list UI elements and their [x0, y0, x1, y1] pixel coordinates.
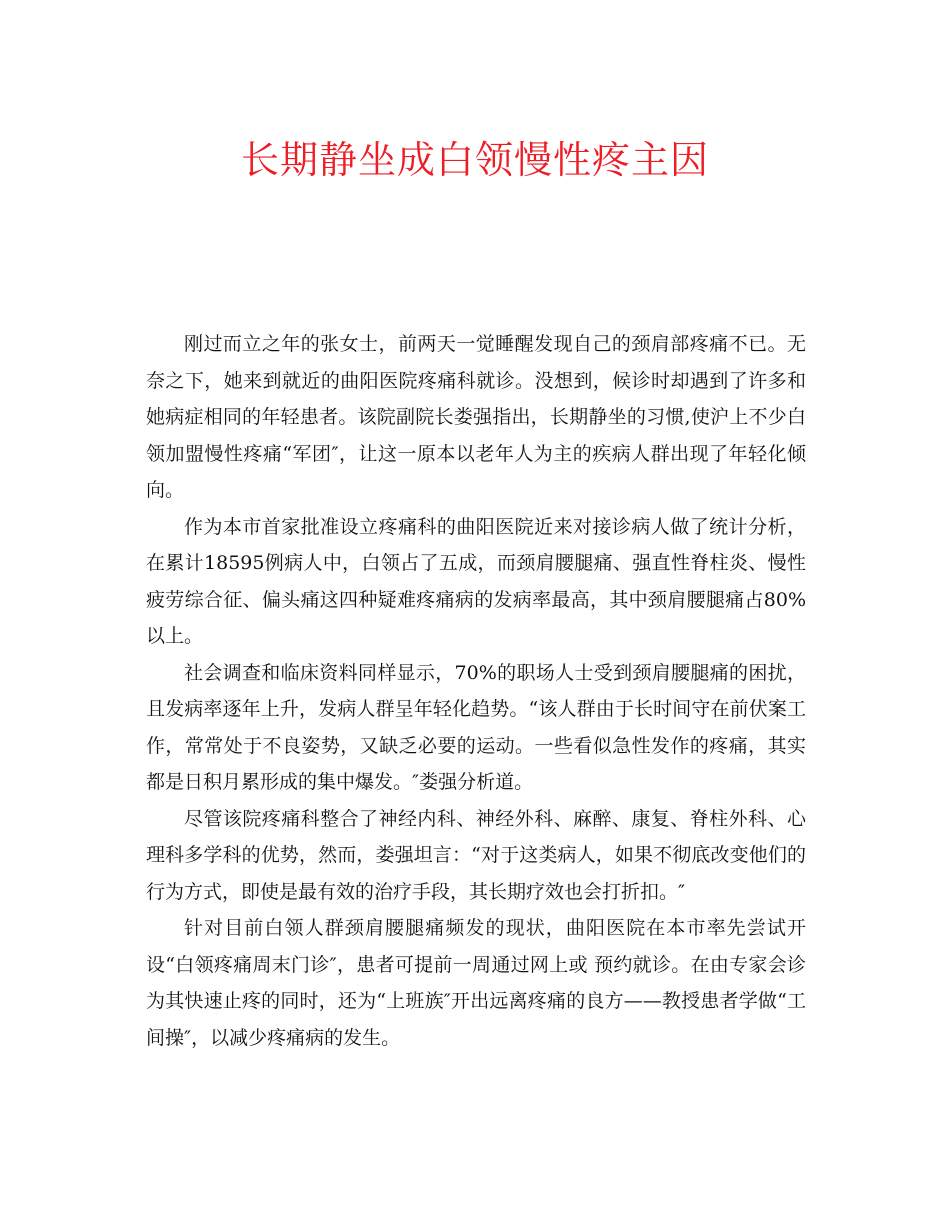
paragraph: 尽管该院疼痛科整合了神经内科、神经外科、麻醉、康复、脊柱外科、心理科多学科的优势，然而，娄强坦言：“对于这类病人，如果不彻底改变他们的行为方式，即使是最有效的治疗手段，其长期疗效也会打折扣。″	[146, 807, 806, 903]
document-body	[146, 326, 806, 1056]
paragraph: 针对目前白领人群颈肩腰腿痛频发的现状，曲阳医院在本市率先尝试开设“白领疼痛周末门诊″，患者可提前一周通过网上或 预约就诊。在由专家会诊为其快速止疼的同时，还为“上班族″开出远离疼痛的良方——教授患者学做“工间操″，以减少疼痛病的发生。	[146, 917, 806, 1049]
paragraph: 社会调查和临床资料同样显示，70%的职场人士受到颈肩腰腿痛的困扰，且发病率逐年上升，发病人群呈年轻化趋势。“该人群由于长时间守在前伏案工作，常常处于不良姿势，又缺乏必要的运动。一些看似急性发作的疼痛，其实都是日积月累形成的集中爆发。″娄强分析道。	[146, 661, 806, 793]
paragraph: 刚过而立之年的张女士，前两天一觉睡醒发现自己的颈肩部疼痛不已。无奈之下，她来到就近的曲阳医院疼痛科就诊。没想到，候诊时却遇到了许多和她病症相同的年轻患者。该院副院长娄强指出，长期静坐的习惯,使沪上不少白领加盟慢性疼痛“军团″，让这一原本以老年人为主的疾病人群出现了年轻化倾向。	[146, 333, 806, 501]
paragraph: 作为本市首家批准设立疼痛科的曲阳医院近来对接诊病人做了统计分析，在累计18595例病人中，白领占了五成，而颈肩腰腿痛、强直性脊柱炎、慢性疲劳综合征、偏头痛这四种疑难疼痛病的发病率最高，其中颈肩腰腿痛占80%以上。	[146, 515, 806, 647]
document-title: 长期静坐成白领慢性疼主因	[240, 138, 709, 182]
